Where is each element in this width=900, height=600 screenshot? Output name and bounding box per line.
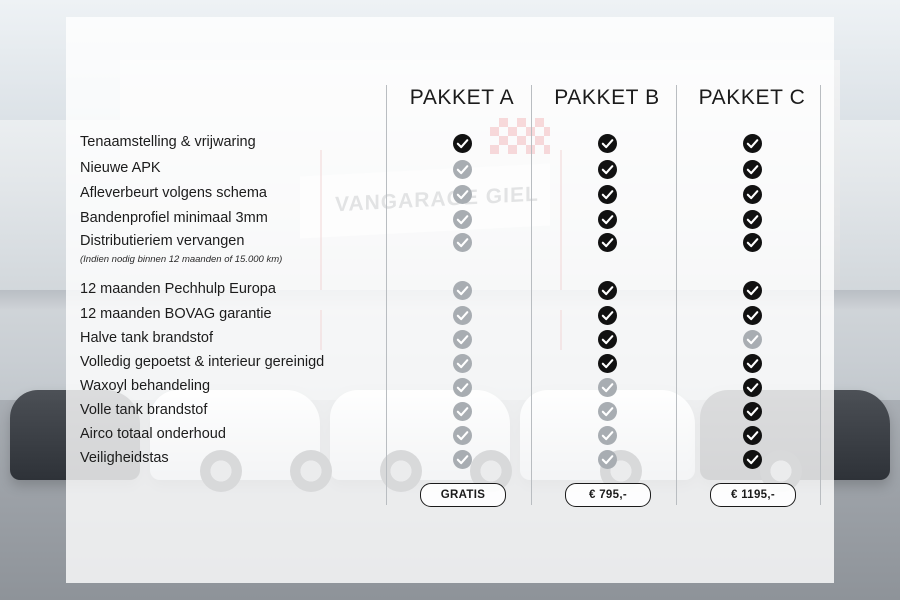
package-title-c: PAKKET C: [698, 86, 806, 109]
check-c-row-2: [743, 160, 762, 179]
feature-label: Halve tank brandstof: [80, 330, 213, 346]
check-c-row-10: [743, 378, 762, 397]
check-c-row-4: [743, 210, 762, 229]
check-a-row-9: [453, 354, 472, 373]
check-b-row-10: [598, 378, 617, 397]
check-a-row-13: [453, 450, 472, 469]
column-separator-4: [820, 85, 821, 505]
check-b-row-2: [598, 160, 617, 179]
check-c-row-9: [743, 354, 762, 373]
check-b-row-5: [598, 233, 617, 252]
feature-label: Volle tank brandstof: [80, 402, 208, 418]
check-c-row-1: [743, 134, 762, 153]
check-c-row-7: [743, 306, 762, 325]
check-a-row-11: [453, 402, 472, 421]
check-c-row-11: [743, 402, 762, 421]
feature-label: Tenaamstelling & vrijwaring: [80, 134, 256, 150]
check-c-row-8: [743, 330, 762, 349]
check-b-row-3: [598, 185, 617, 204]
check-a-row-10: [453, 378, 472, 397]
price-badge-c[interactable]: € 1195,-: [710, 483, 796, 507]
check-b-row-11: [598, 402, 617, 421]
check-b-row-9: [598, 354, 617, 373]
check-a-row-2: [453, 160, 472, 179]
feature-label: Veiligheidstas: [80, 450, 169, 466]
check-b-row-4: [598, 210, 617, 229]
package-title-b: PAKKET B: [554, 86, 660, 109]
check-a-row-1: [453, 134, 472, 153]
feature-label: 12 maanden BOVAG garantie: [80, 306, 272, 322]
feature-label: Waxoyl behandeling: [80, 378, 211, 394]
feature-label: Afleverbeurt volgens schema: [80, 185, 267, 201]
check-c-row-5: [743, 233, 762, 252]
check-a-row-4: [453, 210, 472, 229]
check-c-row-6: [743, 281, 762, 300]
package-title-a: PAKKET A: [409, 86, 515, 109]
price-badge-b[interactable]: € 795,-: [565, 483, 651, 507]
column-separator-2: [531, 85, 532, 505]
column-separator-3: [676, 85, 677, 505]
feature-label: Distributieriem vervangen: [80, 233, 245, 249]
check-c-row-12: [743, 426, 762, 445]
check-a-row-6: [453, 281, 472, 300]
check-a-row-8: [453, 330, 472, 349]
check-a-row-12: [453, 426, 472, 445]
check-a-row-3: [453, 185, 472, 204]
feature-label: 12 maanden Pechhulp Europa: [80, 281, 276, 297]
feature-note: (Indien nodig binnen 12 maanden of 15.000 km): [80, 254, 283, 265]
check-b-row-7: [598, 306, 617, 325]
feature-label: Volledig gepoetst & interieur gereinigd: [80, 354, 325, 370]
check-b-row-12: [598, 426, 617, 445]
column-separator-1: [386, 85, 387, 505]
check-a-row-5: [453, 233, 472, 252]
price-badge-a[interactable]: GRATIS: [420, 483, 506, 507]
check-b-row-1: [598, 134, 617, 153]
feature-label: Bandenprofiel minimaal 3mm: [80, 210, 268, 226]
check-b-row-13: [598, 450, 617, 469]
check-b-row-8: [598, 330, 617, 349]
feature-label: Nieuwe APK: [80, 160, 161, 176]
feature-label: Airco totaal onderhoud: [80, 426, 226, 442]
check-a-row-7: [453, 306, 472, 325]
check-b-row-6: [598, 281, 617, 300]
check-c-row-3: [743, 185, 762, 204]
check-c-row-13: [743, 450, 762, 469]
